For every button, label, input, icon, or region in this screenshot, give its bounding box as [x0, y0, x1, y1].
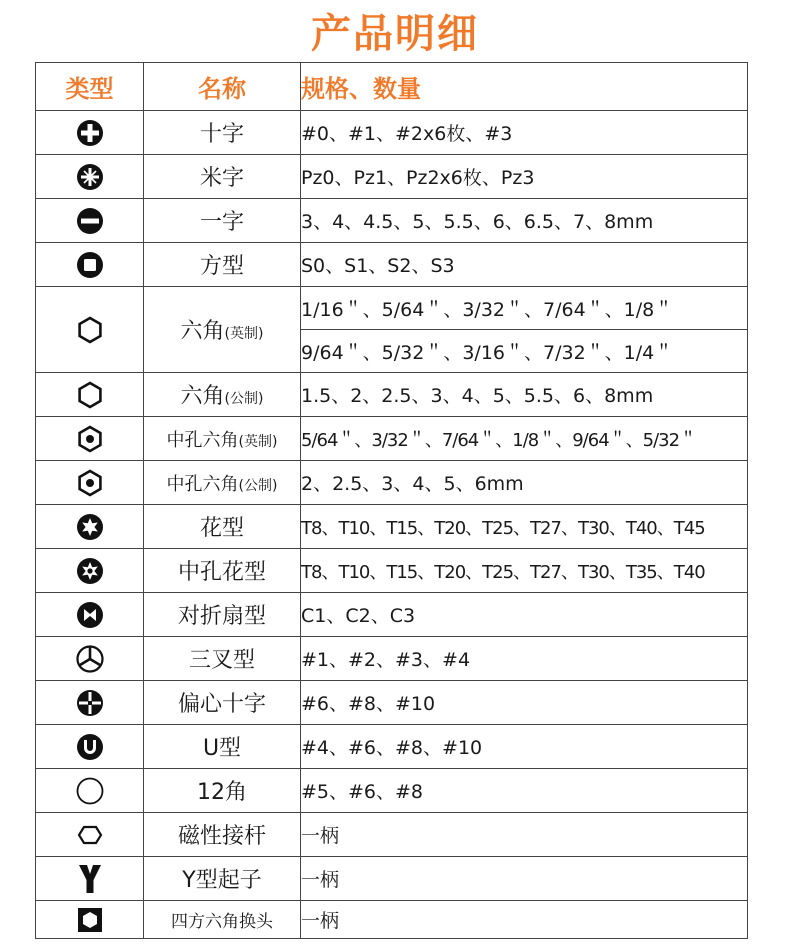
row-spec-line2: 9/64＂、5/32＂、3/16＂、7/32＂、1/4＂ [301, 330, 748, 373]
row-spec: S0、S1、S2、S3 [301, 243, 748, 287]
row-spec: Pz0、Pz1、Pz2x6枚、Pz3 [301, 155, 748, 199]
row-name [144, 373, 301, 417]
row-name [144, 287, 301, 373]
hex-icon [36, 373, 144, 417]
row-name: 方型 [144, 243, 301, 287]
row-name-text: 六角 [180, 319, 225, 344]
y-icon [36, 857, 144, 901]
circle-12pt-icon [36, 769, 144, 813]
table-row [36, 813, 748, 857]
row-spec: #5、#6、#8 [301, 769, 748, 813]
security-torx-icon [36, 549, 144, 593]
table-row [36, 725, 748, 769]
table-row [36, 593, 748, 637]
row-name: 偏心十字 [144, 681, 301, 725]
offset-cross-icon [36, 681, 144, 725]
row-spec: 一柄 [301, 813, 748, 857]
table-row [36, 373, 748, 417]
row-spec: 2、2.5、3、4、5、6mm [301, 461, 748, 505]
row-spec: T8、T10、T15、T20、T25、T27、T30、T40、T45 [301, 505, 748, 549]
table-row [36, 461, 748, 505]
table-row [36, 287, 748, 330]
row-name: 中孔花型 [144, 549, 301, 593]
row-spec: #4、#6、#8、#10 [301, 725, 748, 769]
header-name: 名称 [144, 63, 301, 111]
row-name-note: (公制) [224, 391, 264, 407]
table-row [36, 417, 748, 461]
row-spec: 3、4、4.5、5、5.5、6、6.5、7、8mm [301, 199, 748, 243]
row-name: 三叉型 [144, 637, 301, 681]
spec-table [35, 62, 748, 939]
row-spec: 1.5、2、2.5、3、4、5、5.5、6、8mm [301, 373, 748, 417]
row-name-note: (英制) [238, 433, 278, 450]
table-row [36, 637, 748, 681]
row-name-note: (公制) [238, 477, 278, 494]
torx-icon [36, 505, 144, 549]
phillips-icon [36, 111, 144, 155]
row-name-text: 中孔六角 [166, 429, 239, 451]
row-spec: #1、#2、#3、#4 [301, 637, 748, 681]
row-name: 磁性接杆 [144, 813, 301, 857]
row-name: U型 [144, 725, 301, 769]
row-name: 米字 [144, 155, 301, 199]
slotted-icon [36, 199, 144, 243]
row-spec: 一柄 [301, 901, 748, 939]
square-icon [36, 243, 144, 287]
security-hex-icon [36, 461, 144, 505]
row-name: Y型起子 [144, 857, 301, 901]
header-type: 类型 [36, 63, 144, 111]
u-shape-icon [36, 725, 144, 769]
row-name: 四方六角换头 [144, 901, 301, 939]
small-hex-icon [36, 813, 144, 857]
row-name: 十字 [144, 111, 301, 155]
page-title: 产品明细 [311, 11, 479, 57]
header-spec: 规格、数量 [301, 63, 748, 111]
spanner-icon [36, 593, 144, 637]
hex-icon [36, 287, 144, 373]
row-name: 对折扇型 [144, 593, 301, 637]
table-row [36, 505, 748, 549]
square-hex-icon [36, 901, 144, 939]
table-row [36, 549, 748, 593]
table-row [36, 769, 748, 813]
table-row [36, 111, 748, 155]
row-spec: #0、#1、#2x6枚、#3 [301, 111, 748, 155]
row-name: 12角 [144, 769, 301, 813]
row-name: 花型 [144, 505, 301, 549]
table-row [36, 901, 748, 939]
row-name [144, 461, 301, 505]
table-row [36, 155, 748, 199]
row-spec: 1/16＂、5/64＂、3/32＂、7/64＂、1/8＂ [301, 287, 748, 330]
row-spec: #6、#8、#10 [301, 681, 748, 725]
row-spec: C1、C2、C3 [301, 593, 748, 637]
row-name-text: 中孔六角 [166, 473, 239, 495]
row-spec: 5/64＂、3/32＂、7/64＂、1/8＂、9/64＂、5/32＂ [301, 417, 748, 461]
table-row [36, 199, 748, 243]
table-header-row [36, 63, 748, 111]
pozidriv-icon [36, 155, 144, 199]
row-name-note: (英制) [224, 326, 264, 342]
row-spec: T8、T10、T15、T20、T25、T27、T30、T35、T40 [301, 549, 748, 593]
row-name-text: 六角 [180, 384, 225, 409]
table-row [36, 857, 748, 901]
row-name [144, 417, 301, 461]
security-hex-icon [36, 417, 144, 461]
table-row [36, 681, 748, 725]
table-row [36, 243, 748, 287]
row-spec: 一柄 [301, 857, 748, 901]
row-name: 一字 [144, 199, 301, 243]
tri-wing-icon [36, 637, 144, 681]
